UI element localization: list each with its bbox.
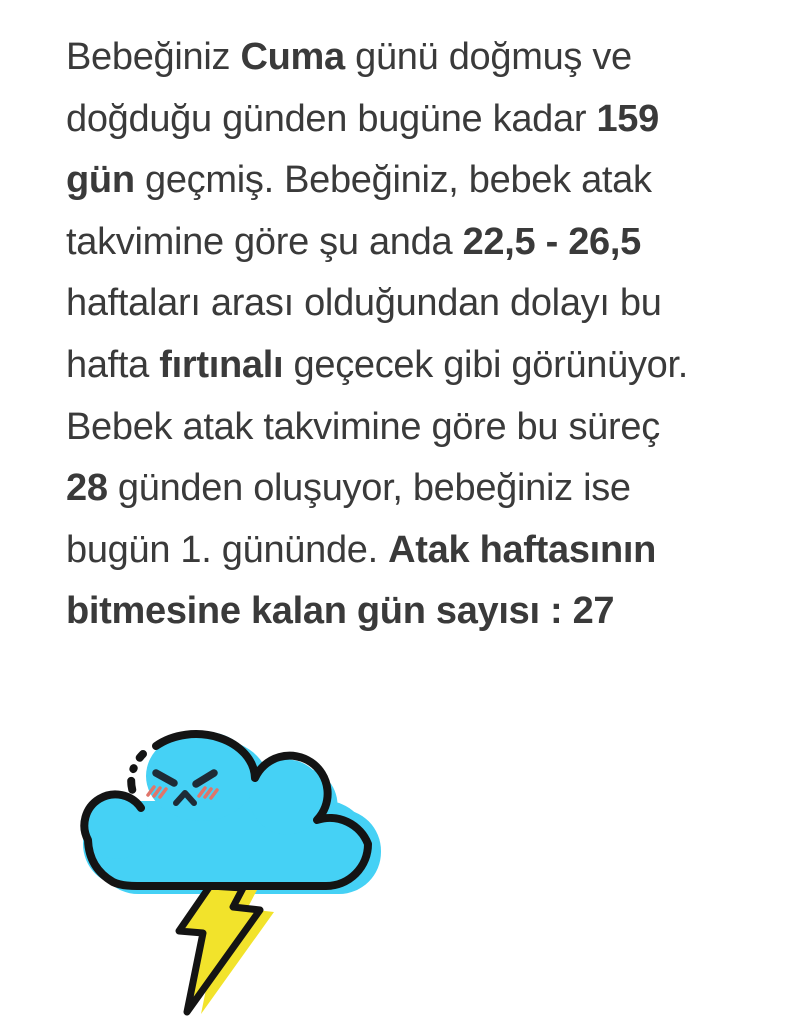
text-segment: bugün 1. gününde. [66, 528, 389, 571]
text-segment: geçmiş. Bebeğiniz, bebek atak [134, 159, 652, 202]
paragraph-line [66, 397, 766, 459]
text-segment: haftaları arası olduğundan dolayı bu [66, 282, 662, 325]
highlighted-text: 159 [596, 97, 659, 140]
paragraph-line [66, 520, 766, 582]
highlighted-text: gün [66, 159, 135, 202]
text-segment: takvimine göre şu anda [66, 220, 463, 263]
paragraph-line [66, 581, 766, 643]
text-segment: günü doğmuş ve [344, 36, 632, 78]
paragraph-line [66, 335, 766, 397]
text-segment: Bebeğiniz [66, 36, 241, 78]
highlighted-text: Cuma [240, 36, 345, 78]
text-segment: hafta [66, 343, 160, 386]
paragraph-line [66, 89, 766, 151]
paragraph-line [66, 150, 766, 212]
text-segment: doğduğu günden bugüne kadar [66, 97, 597, 140]
storm-cloud-illustration [55, 698, 475, 1024]
highlighted-text: Atak haftasının [388, 528, 657, 571]
highlighted-text: fırtınalı [159, 343, 284, 386]
text-segment: günden oluşuyor, bebeğiniz ise [107, 467, 631, 510]
sketch-dashes [131, 754, 143, 795]
text-segment: geçecek gibi görünüyor. [283, 343, 688, 386]
paragraph-line [66, 212, 766, 274]
text-segment: Bebek atak takvimine göre bu süreç [66, 405, 660, 448]
highlighted-text: 22,5 - 26,5 [462, 220, 641, 263]
highlighted-text: 28 [66, 467, 108, 510]
paragraph-line [66, 458, 766, 520]
highlighted-text: bitmesine kalan gün sayısı : 27 [66, 590, 615, 633]
baby-leap-status-text [66, 27, 766, 643]
paragraph-line [66, 273, 766, 335]
paragraph-line [66, 27, 766, 89]
